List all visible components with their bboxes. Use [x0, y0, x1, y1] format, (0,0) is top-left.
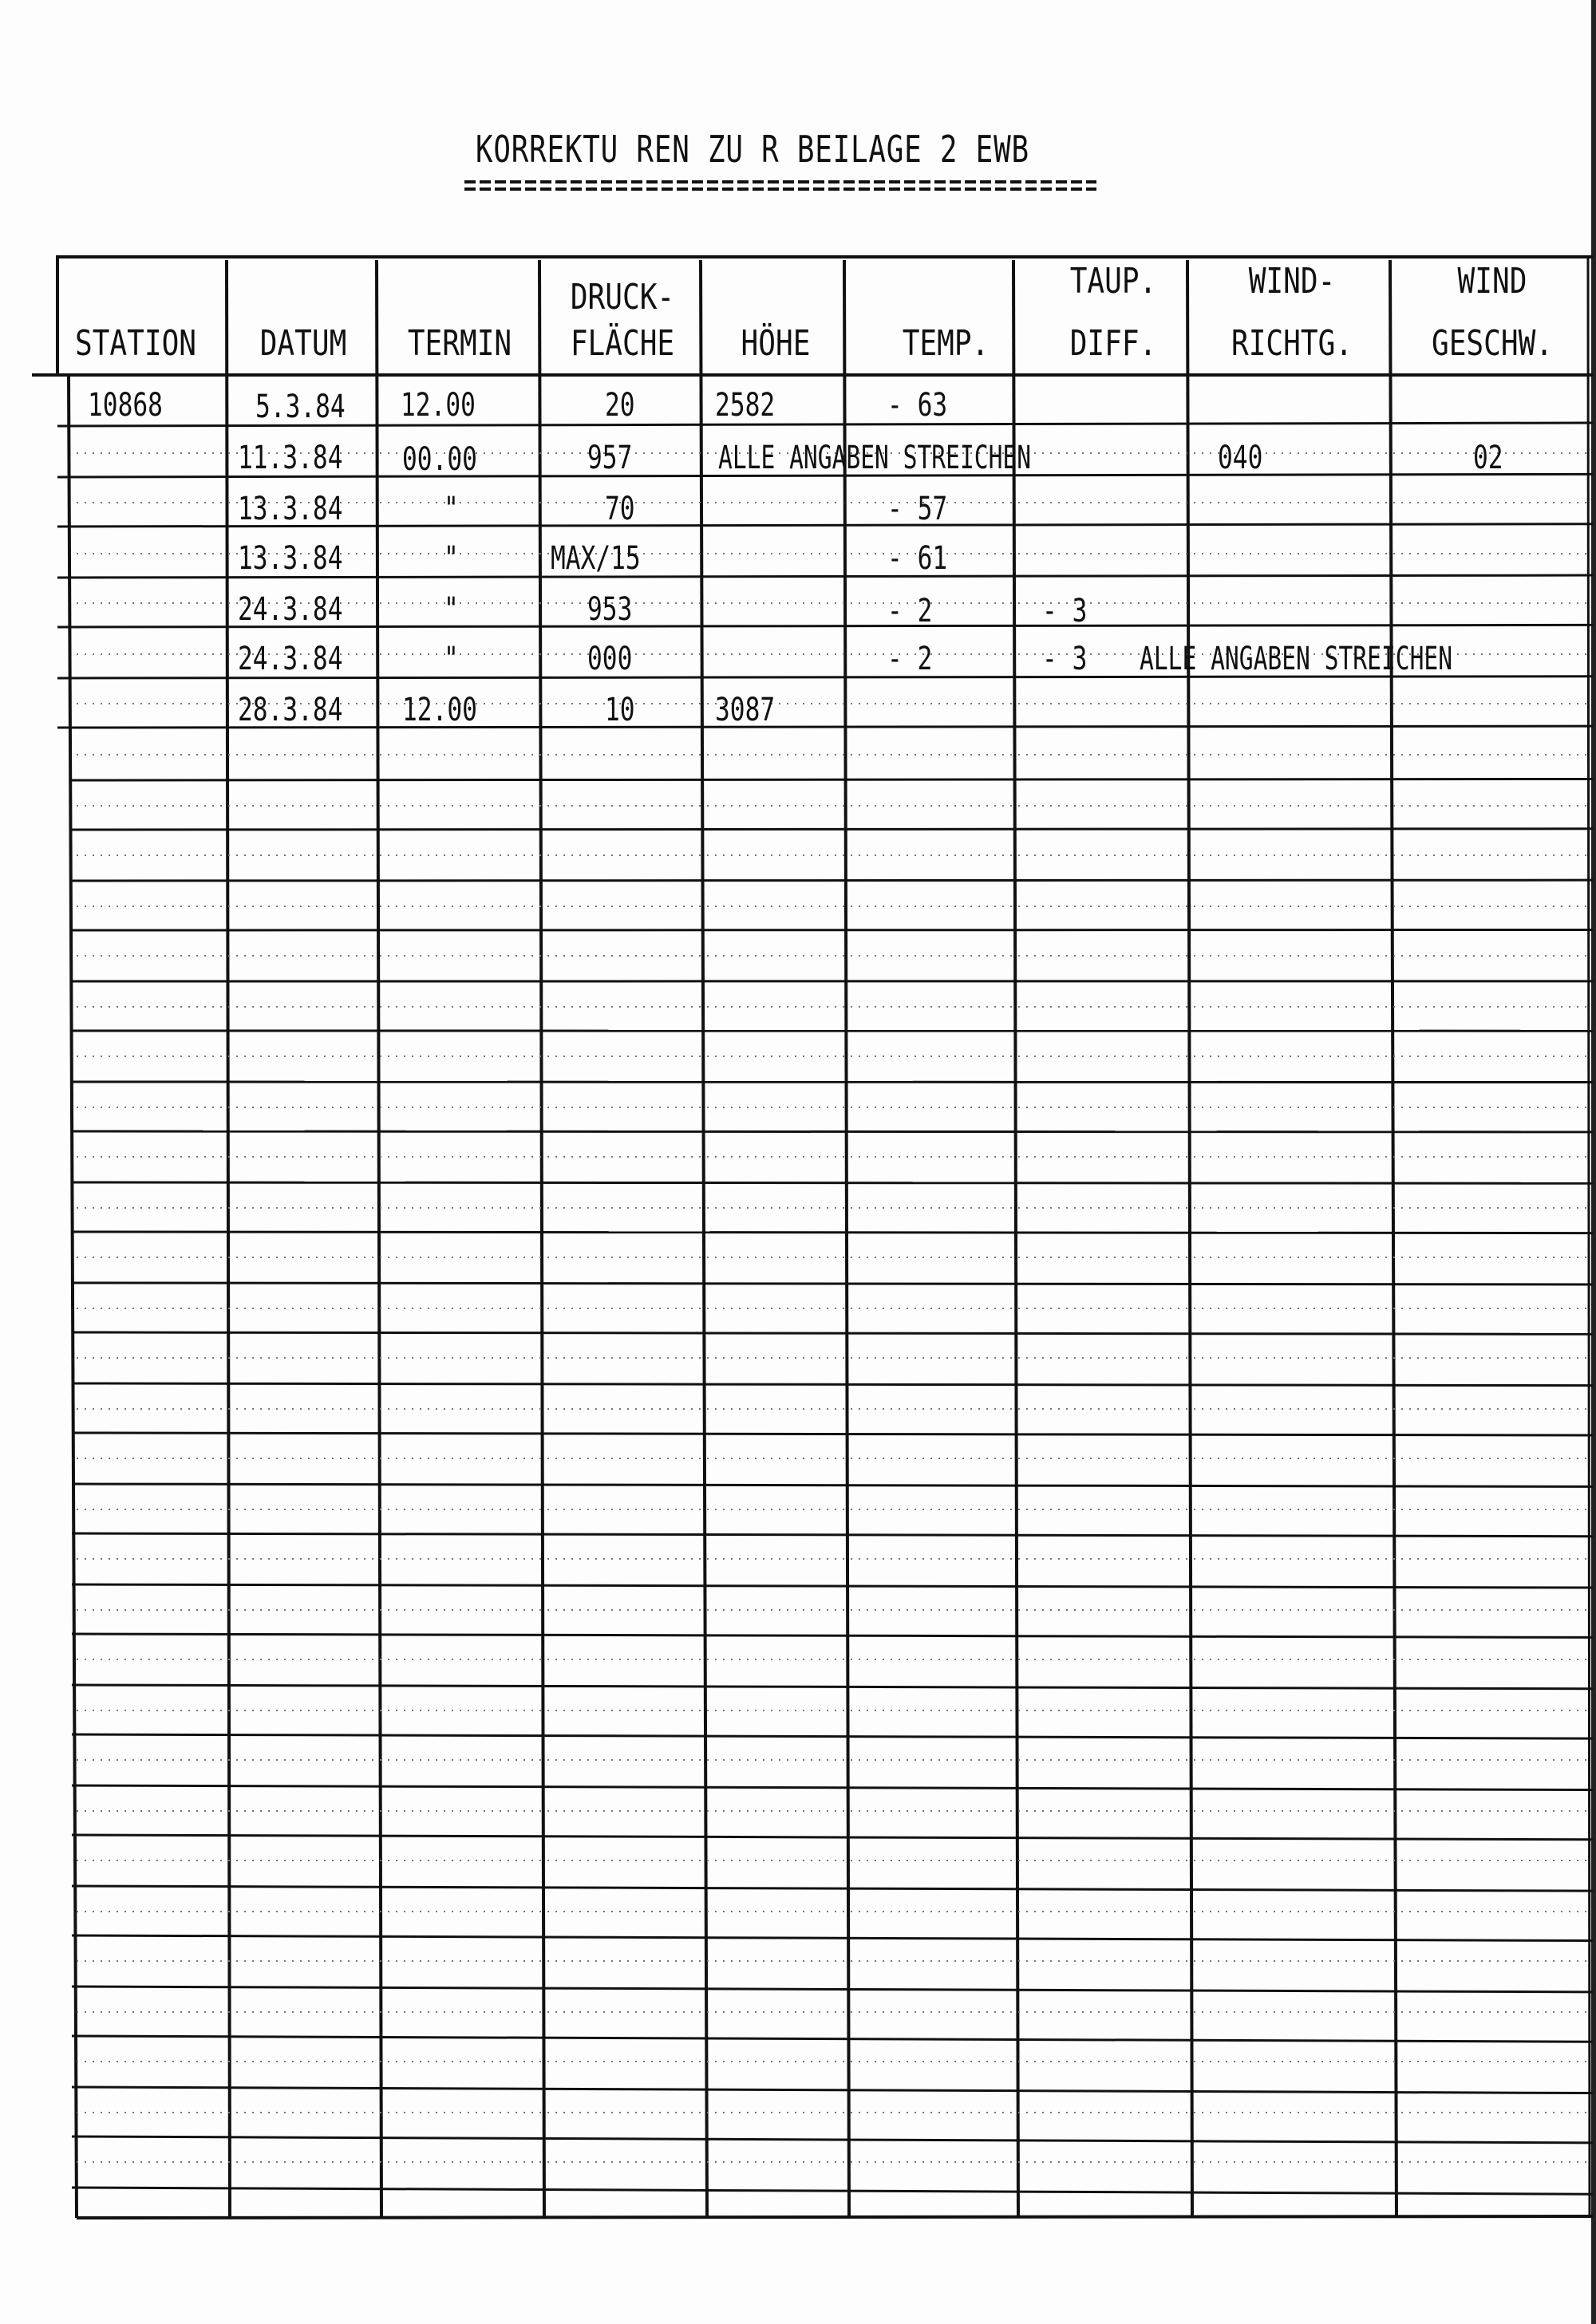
header-hoehe: HÖHE: [741, 323, 811, 364]
header-windrichtung-line1: WIND-: [1248, 261, 1336, 302]
cell-windgeschw: 02: [1473, 440, 1503, 476]
cell-termin: 00.00: [402, 441, 477, 478]
document-title: KORREKTU REN ZU R BEILAGE 2 EWB: [476, 128, 1029, 171]
row-rule-line: [72, 1232, 1593, 1233]
cell-taupunkt: - 3: [1042, 641, 1088, 677]
cell-termin: 12.00: [402, 692, 477, 728]
row-rule-line: [72, 1634, 1593, 1637]
cell-datum: 11.3.84: [238, 440, 343, 476]
row-rule-line: [72, 1283, 1593, 1284]
header-windrichtung-line2: RICHTG.: [1231, 323, 1353, 364]
row-rule-line: [72, 2188, 1593, 2194]
header-taupunkt-line1: TAUP.: [1069, 261, 1157, 302]
row-rule-line: [72, 829, 1593, 830]
header-temp: TEMP.: [902, 323, 990, 364]
row-rule-line: [72, 2087, 1593, 2093]
header-windgeschw-line2: GESCHW.: [1431, 323, 1554, 364]
cell-hoehe: 3087: [715, 692, 776, 728]
cell-temp: - 2: [887, 593, 933, 629]
row-rule-line: [72, 1584, 1593, 1588]
header-windgeschw-line1: WIND: [1457, 261, 1527, 302]
row-rule-line: [72, 1987, 1593, 1992]
cell-flaeche: 000: [587, 641, 633, 677]
header-datum: DATUM: [259, 323, 347, 364]
header-druckflaeche-line2: FLÄCHE: [570, 323, 675, 364]
row-rule-line: [72, 2137, 1593, 2143]
cell-datum: 13.3.84: [238, 540, 343, 577]
cell-taupunkt: - 3: [1042, 593, 1088, 629]
row-rule-line: [72, 1835, 1593, 1840]
row-rule-line: [72, 2036, 1593, 2042]
cell-station: 10868: [88, 387, 163, 424]
cell-termin: 12.00: [401, 387, 476, 424]
row-rule-line: [72, 1785, 1593, 1789]
row-rule-line: [72, 880, 1593, 881]
cell-flaeche: 957: [587, 440, 633, 476]
header-druckflaeche-line1: DRUCK-: [570, 277, 675, 318]
cell-hoehe: 2582: [715, 387, 776, 424]
row-rule-line: [72, 1935, 1593, 1941]
cell-windrichtung: 040: [1218, 440, 1263, 476]
row-rule-line: [72, 1533, 1593, 1537]
cell-datum: 13.3.84: [238, 491, 343, 527]
cell-flaeche: 10: [605, 692, 635, 728]
cell-termin: ": [444, 641, 459, 677]
strike-note: ALLE ANGABEN STREICHEN: [718, 440, 1032, 476]
row-rule-line: [72, 779, 1593, 780]
cell-termin: ": [444, 540, 459, 577]
header-taupunkt-line2: DIFF.: [1069, 323, 1157, 364]
row-rule-line: [72, 1685, 1593, 1689]
row-rule-line: [72, 1433, 1593, 1435]
header-termin: TERMIN: [407, 323, 512, 364]
cell-flaeche: 70: [605, 491, 635, 527]
cell-flaeche: MAX/15: [551, 540, 641, 577]
cell-datum: 24.3.84: [238, 591, 343, 628]
header-station: STATION: [74, 323, 197, 364]
row-rule-line: [72, 1182, 1593, 1183]
row-rule-line: [72, 1131, 1593, 1132]
row-rule-line: [72, 1886, 1593, 1891]
cell-flaeche: 20: [605, 387, 635, 424]
cell-datum: 24.3.84: [238, 641, 343, 677]
row-rule-line: [72, 1082, 1593, 1083]
cell-datum: 5.3.84: [255, 389, 346, 425]
row-rule-line: [72, 1332, 1593, 1334]
cell-temp: - 61: [887, 540, 948, 577]
row-rule-line: [72, 1484, 1593, 1486]
strike-note: ALLE ANGABEN STREICHEN: [1140, 641, 1453, 677]
row-rule-line: [72, 1383, 1593, 1386]
cell-flaeche: 953: [587, 591, 633, 628]
cell-temp: - 2: [887, 641, 933, 677]
cell-termin: ": [444, 491, 459, 527]
row-rule-line: [72, 930, 1593, 931]
cell-temp: - 57: [887, 491, 948, 527]
cell-termin: ": [444, 591, 459, 628]
row-rule-line: [72, 1734, 1593, 1738]
cell-temp: - 63: [887, 387, 948, 424]
cell-datum: 28.3.84: [238, 692, 343, 728]
